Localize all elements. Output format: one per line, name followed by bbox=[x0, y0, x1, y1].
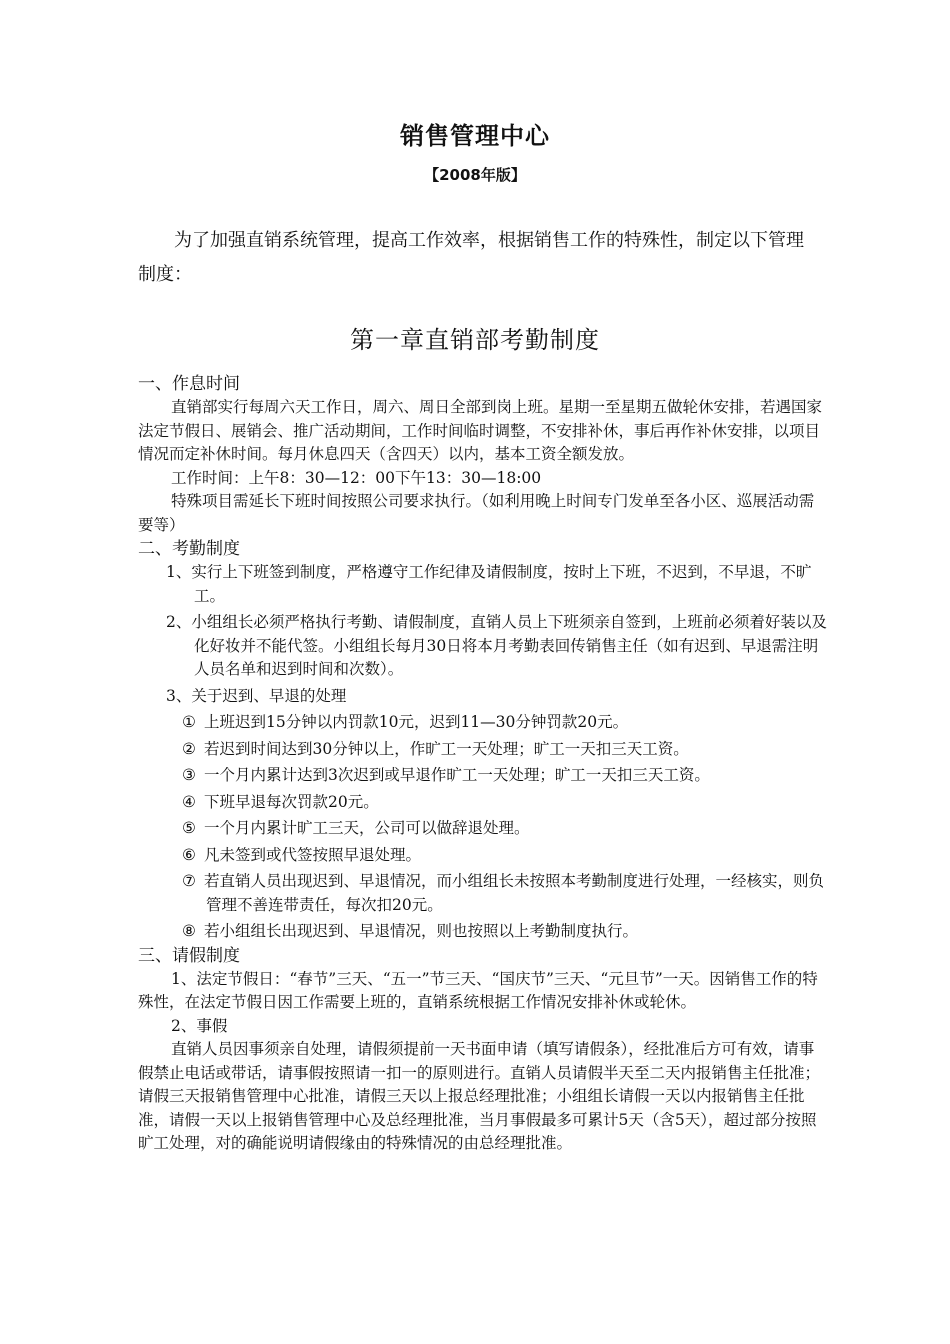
document-body bbox=[138, 372, 828, 1156]
paragraph: 特殊项目需延长下班时间按照公司要求执行。（如利用晚上时间专门发单至各小区、巡展活动需要等） bbox=[138, 492, 815, 534]
list-item: 2、小组组长必须严格执行考勤、请假制度，直销人员上下班须亲自签到，上班前必须着好装以及化好妆并不能代签。小组组长每月30日将本月考勤表回传销售主任（如有迟到、早退需注明人员名单和迟到时间和次数）。 bbox=[166, 613, 827, 678]
item-marker: ② bbox=[182, 739, 196, 758]
item-marker: ⑥ bbox=[182, 845, 196, 864]
work-hours-line: 工作时间：上午8：30—12：00下午13：30—18:00 bbox=[171, 468, 542, 487]
list-item: 1、实行上下班签到制度，严格遵守工作纪律及请假制度，按时上下班，不迟到，不早退，不旷工。 bbox=[166, 563, 812, 605]
item-marker: ⑤ bbox=[182, 819, 196, 837]
sub-list-item bbox=[138, 791, 828, 815]
item-text: 一个月内累计旷工三天，公司可以做辞退处理。 bbox=[204, 819, 530, 837]
paragraph: 直销人员因事须亲自处理，请假须提前一天书面申请（填写请假条），经批准后方可有效，请事假禁止电话或带话，请事假按照请一扣一的原则进行。直销人员请假半天至二天内报销售主任批准；请假三天报销售管理中心批准，请假三天以上报总经理批准；小组组长请假一天以内报销售主任批准，请假一天以上报销售管理中心及总经理批准，当月事假最多可累计5天（含5天），超过部分按照旷工处理，对的确能说明请假缘由的特殊情况的由总经理批准。 bbox=[138, 1040, 821, 1152]
item-text: 下班早退每次罚款20元。 bbox=[204, 792, 379, 811]
section-heading-leave: 三、请假制度 bbox=[138, 945, 240, 966]
subheading-personal-leave: 2、事假 bbox=[171, 1016, 228, 1035]
chapter-title: 第一章直销部考勤制度 bbox=[350, 326, 600, 354]
item-text: 一个月内累计达到3次迟到或早退作旷工一天处理；旷工一天扣三天工资。 bbox=[204, 766, 710, 784]
item-marker: ③ bbox=[182, 766, 196, 784]
edition-label: 【2008年版】 bbox=[424, 166, 526, 184]
item-text: 若直销人员出现迟到、早退情况，而小组组长未按照本考勤制度进行处理，一经核实，则负管理不善连带责任，每次扣20元。 bbox=[204, 872, 825, 914]
item-text: 若迟到时间达到30分钟以上，作旷工一天处理；旷工一天扣三天工资。 bbox=[204, 739, 689, 758]
sub-list-item bbox=[138, 738, 828, 762]
item-text: 凡未签到或代签按照早退处理。 bbox=[204, 845, 422, 864]
item-marker: ④ bbox=[182, 792, 196, 811]
paragraph: 1、法定节假日：“春节”三天、“五一”节三天、“国庆节”三天、“元旦节”一天。因销售工作的特殊性，在法定节假日因工作需要上班的，直销系统根据工作情况安排补休或轮休。 bbox=[138, 969, 818, 1011]
sub-list-item bbox=[138, 711, 828, 735]
item-text: 若小组组长出现迟到、早退情况，则也按照以上考勤制度执行。 bbox=[204, 922, 639, 940]
intro-paragraph: 为了加强直销系统管理，提高工作效率，根据销售工作的特殊性，制定以下管理制度： bbox=[138, 230, 804, 285]
sub-list-item bbox=[138, 870, 828, 917]
item-marker: ① bbox=[182, 713, 196, 731]
sub-list-item bbox=[138, 817, 828, 841]
sub-list-item bbox=[138, 844, 828, 868]
section-heading-attendance: 二、考勤制度 bbox=[138, 539, 240, 559]
paragraph: 直销部实行每周六天工作日，周六、周日全部到岗上班。星期一至星期五做轮休安排，若遇国家法定节假日、展销会、推广活动期间，工作时间临时调整，不安排补休，事后再作补休安排，以项目情况而定补休时间。每月休息四天（含四天）以内，基本工资全额发放。 bbox=[138, 398, 823, 463]
item-marker: ⑧ bbox=[182, 922, 196, 940]
item-marker: ⑦ bbox=[182, 872, 196, 890]
sub-list-item bbox=[138, 920, 828, 944]
section-heading-schedule: 一、作息时间 bbox=[138, 374, 240, 394]
sub-list-item bbox=[138, 764, 828, 788]
item-text: 上班迟到15分钟以内罚款10元，迟到11—30分钟罚款20元。 bbox=[204, 713, 629, 731]
list-item: 3、关于迟到、早退的处理 bbox=[166, 686, 347, 705]
document-title: 销售管理中心 bbox=[400, 122, 550, 150]
